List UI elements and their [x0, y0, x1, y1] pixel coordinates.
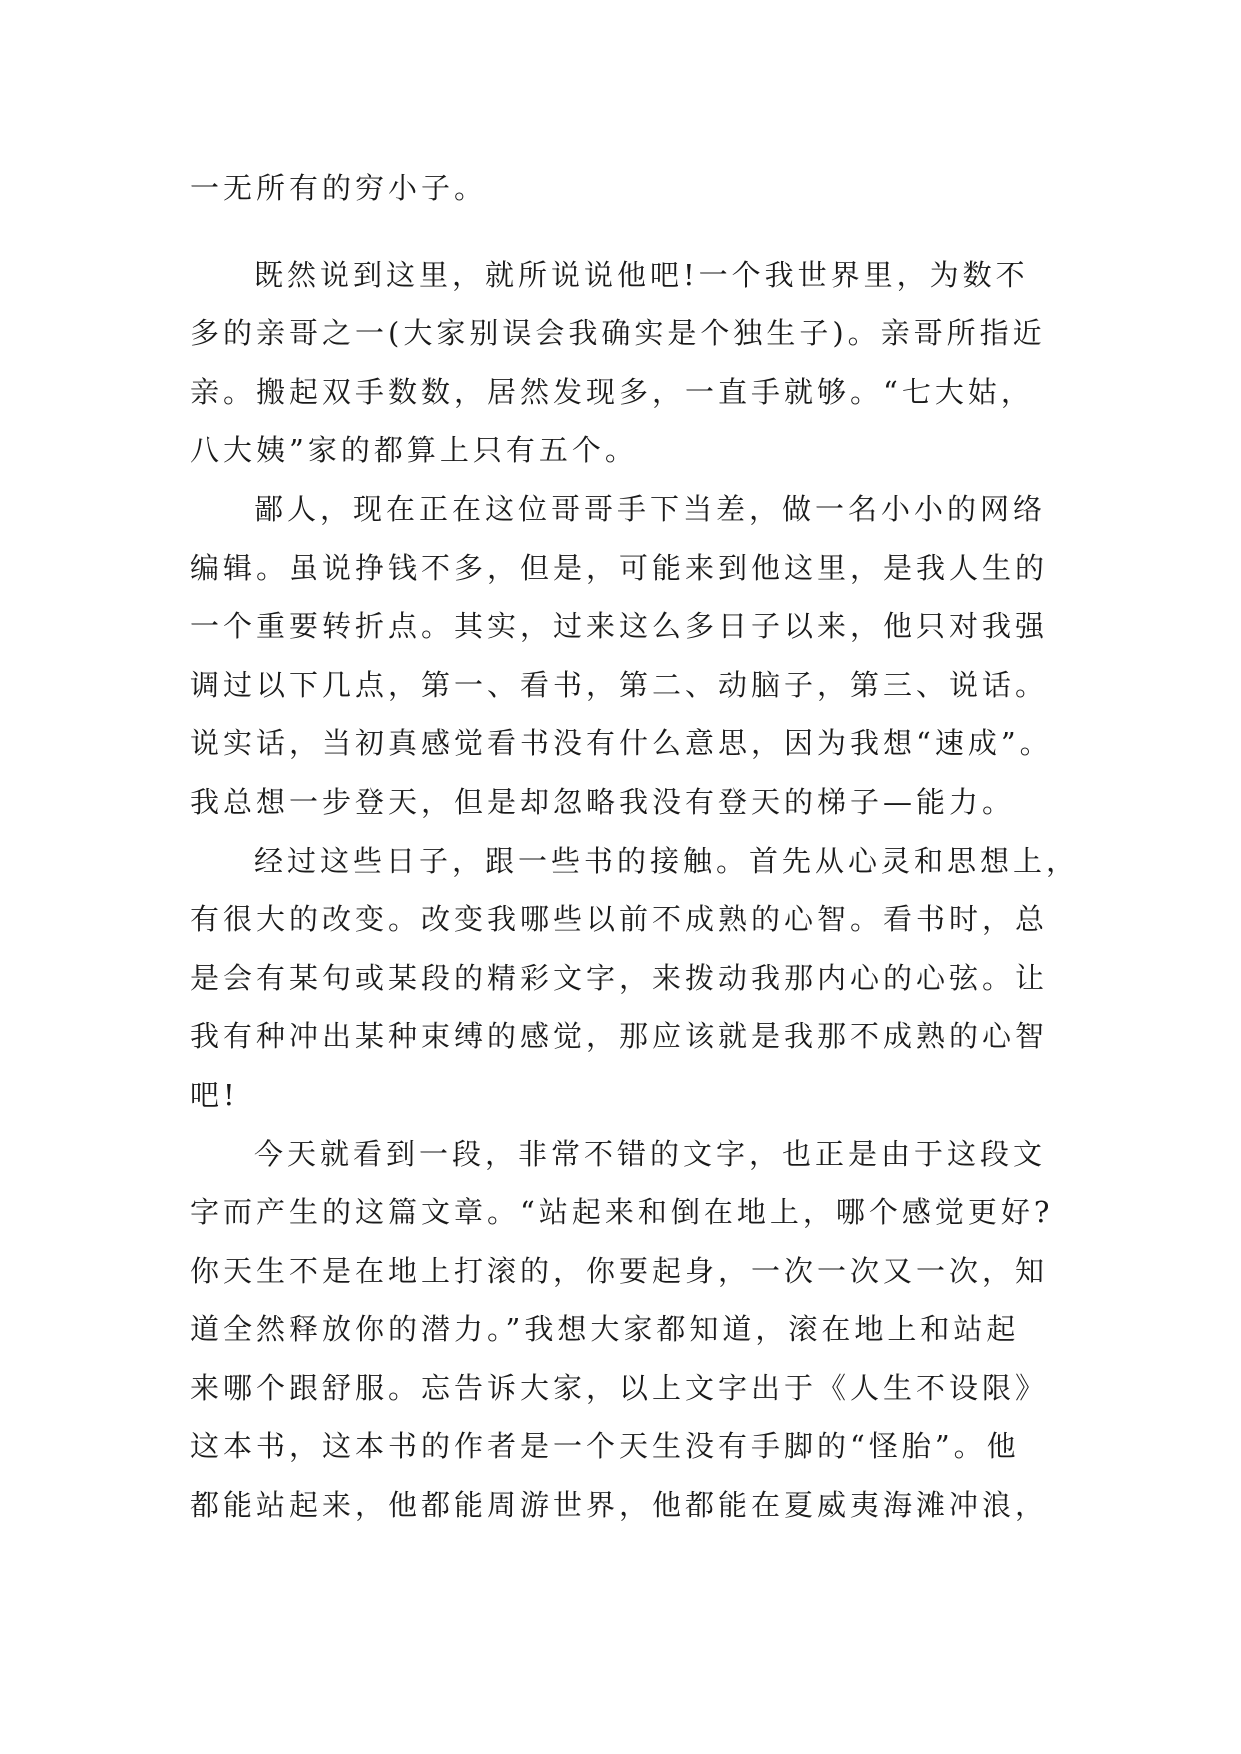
text-line: 来哪个跟舒服。忘告诉大家，以上文字出于《人生不设限》 [190, 1370, 1049, 1405]
text-line: 八大姨”家的都算上只有五个。 [190, 433, 638, 468]
text-line: 你天生不是在地上打滚的，你要起身，一次一次又一次，知 [190, 1253, 1049, 1288]
body-text [190, 159, 1080, 1535]
text-line: 一个重要转折点。其实，过来这么多日子以来，他只对我强 [190, 609, 1049, 644]
text-line: 有很大的改变。改变我哪些以前不成熟的心智。看书时，总 [190, 902, 1049, 937]
text-line: 字而产生的这篇文章。“站起来和倒在地上，哪个感觉更好? [190, 1195, 1054, 1230]
text-line: 编辑。虽说挣钱不多，但是，可能来到他这里，是我人生的 [190, 550, 1049, 585]
text-line: 说实话，当初真感觉看书没有什么意思，因为我想“速成”。 [190, 726, 1053, 761]
paragraph-start-line: 今天就看到一段，非常不错的文字，也正是由于这段文 [254, 1136, 1047, 1171]
paragraph-start-line: 鄙人，现在正在这位哥哥手下当差，做一名小小的网络 [254, 491, 1047, 526]
text-line: 亲。搬起双手数数，居然发现多，一直手就够。“七大姑， [190, 374, 1034, 409]
text-line: 都能站起来，他都能周游世界，他都能在夏威夷海滩冲浪， [190, 1488, 1049, 1523]
text-line: 调过以下几点，第一、看书，第二、动脑子，第三、说话。 [190, 667, 1049, 702]
text-line: 一无所有的穷小子。 [190, 171, 488, 205]
text-line: 这本书，这本书的作者是一个天生没有手脚的“怪胎”。他 [190, 1429, 1020, 1464]
text-line: 是会有某句或某段的精彩文字，来拨动我那内心的心弦。让 [190, 960, 1049, 995]
paragraph-start-line: 经过这些日子，跟一些书的接触。首先从心灵和思想上， [254, 843, 1080, 878]
text-line: 我有种冲出某种束缚的感觉，那应该就是我那不成熟的心智 [190, 1019, 1049, 1054]
text-line: 多的亲哥之一(大家别误会我确实是个独生子)。亲哥所指近 [190, 316, 1046, 351]
text-line: 道全然释放你的潜力。”我想大家都知道，滚在地上和站起 [190, 1312, 1020, 1347]
paragraph-start-line: 既然说到这里，就所说说他吧!一个我世界里，为数不 [254, 257, 1029, 292]
text-line: 我总想一步登天，但是却忽略我没有登天的梯子—能力。 [190, 784, 1016, 819]
text-line: 吧! [190, 1077, 239, 1112]
